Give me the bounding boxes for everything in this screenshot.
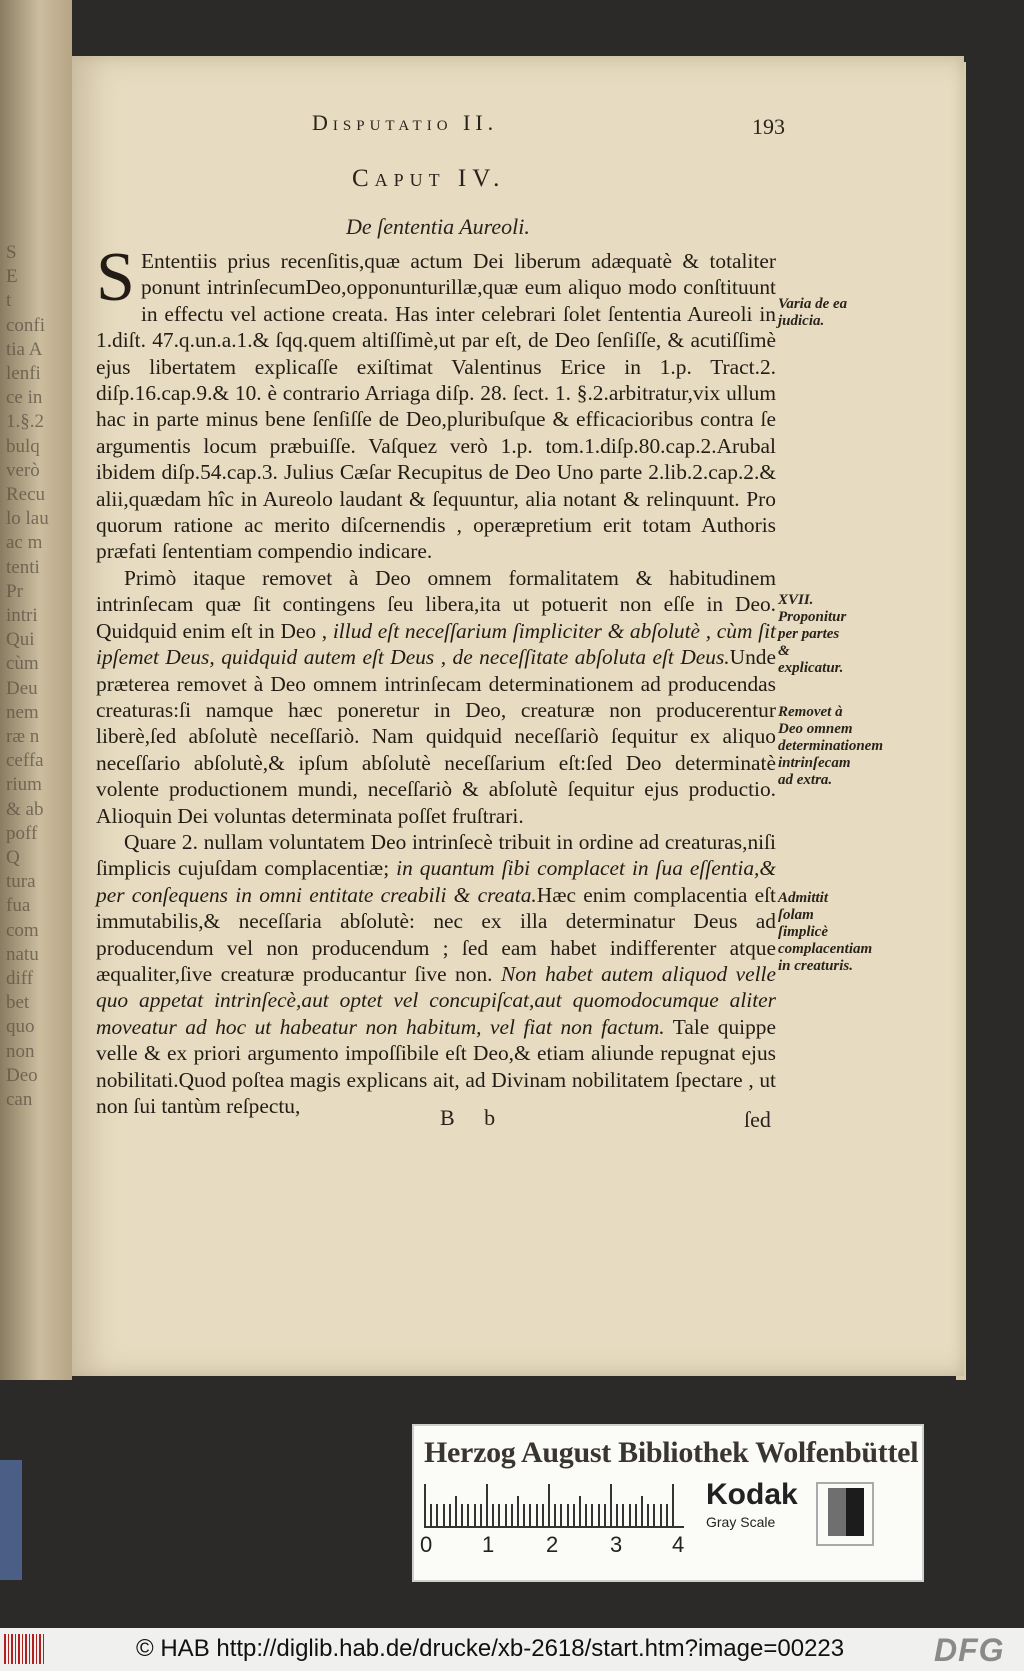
adjacent-page-line: S xyxy=(6,242,17,263)
library-name: Herzog August Bibliothek Wolfenbüttel xyxy=(424,1436,919,1469)
paragraph-3-text-c: Tale quippe velle & ex priori argumento impoſſibile eſt Deo,& etiam aliunde repugnat ejus nobilitati.Quod poſtea magis explicans ait, ad Divinam nobilitatem ſpectare , ut non ſui tantùm reſpectu, xyxy=(96,1014,776,1118)
ruler-tick xyxy=(542,1504,544,1526)
paragraph-3-text-a: Quare 2. nullam voluntatem Deo intrinſecè tribuit in ordine ad creaturas,niſi ſimplicis cujuſdam complacentiæ; xyxy=(96,829,776,881)
paragraph-2-italic: illud eſt neceſſarium ſimpliciter & abſolutè , cùm ſit ipſemet Deus, quidquid autem eſt Deus , de neceſſitate abſoluta eſt Deus. xyxy=(96,618,776,670)
ruler-tick xyxy=(641,1496,643,1526)
adjacent-page-line: rium xyxy=(6,774,42,796)
ruler-tick xyxy=(498,1504,500,1526)
adjacent-page-line: bet xyxy=(6,992,30,1014)
scale-label-1: 1 xyxy=(482,1532,495,1557)
paragraph-1-text: Ententiis prius recenſitis,quæ actum Dei liberum adæquatè & totaliter ponunt intrinſecumDeo,opponunturillæ,quæ eum aliquo modo conſtituunt in effectu vel actione creata. Has inter celebrari ſolet ſententia Aureoli in 1.diſt. 47.q.un.a.1.& ſqq.quem altiſſimè,ut par eſt, de Deo ſenſiſſe, & acutiſſimè ejus libertatem explicaſſe exiſtimat Valentinus Erice in 1.p. Tract.2. diſp.16.cap.9.& 10. è contrario Arriaga diſp. 28. ſect. 1. §.2.arbitratur,vix ullum hac in parte minus bene ſenſiſſe de Deo,pluribuſque & efficacioribus contra ſe argumentis locum præbuiſſe. Vaſquez verò 1.p. tom.1.diſp.80.cap.2.Arubal ibidem diſp.54.cap.3. Julius Cæſar Recupitus de Deo Uno parte 2.lib.2.cap.2.& alii,quædam hîc in Aureolo laudant & ſequuntur, alia notant & relinquunt. Pro quorum ratione ac merito diſcernendis , operæpretium erit totam Authoris præfati ſententiam compendio indicare. xyxy=(96,249,776,564)
margin-note-2: XVII. Proponitur per partes & explicatur. xyxy=(778,592,847,676)
ruler-tick xyxy=(480,1504,482,1526)
paragraph-2-text-a: Primò itaque removet à Deo omnem formalitatem & habitudinem intrinſecam quæ ſit contingens ſeu libera,ita ut potuerit non eſſe in Deo. Quidquid enim eſt in Deo , xyxy=(96,565,776,643)
gray-swatch-mid xyxy=(828,1488,846,1536)
ruler-tick xyxy=(622,1504,624,1526)
adjacent-page-line: ce in xyxy=(6,387,43,409)
running-title: Disputatio II. xyxy=(312,110,499,135)
ruler-tick xyxy=(492,1504,494,1526)
adjacent-page-line: tura xyxy=(6,871,36,893)
gray-swatch-dark xyxy=(846,1488,864,1536)
scale-label-2: 2 xyxy=(546,1532,559,1557)
kodak-logo: Kodak xyxy=(706,1478,798,1511)
adjacent-page-line: nem xyxy=(6,701,39,723)
ruler-tick xyxy=(424,1484,426,1526)
ruler-tick xyxy=(579,1496,581,1526)
main-text xyxy=(96,239,776,1119)
dfg-logo: DFG xyxy=(934,1632,1005,1668)
scale-ruler xyxy=(424,1482,684,1528)
adjacent-page-line: Recu xyxy=(6,484,46,505)
adjacent-page-line: cùm xyxy=(6,653,39,675)
margin-note-1: Varia de ea judicia. xyxy=(778,296,848,329)
ruler-tick xyxy=(554,1504,556,1526)
adjacent-page-line: E xyxy=(6,266,18,288)
ruler-tick xyxy=(560,1504,562,1526)
scale-label-0: 0 xyxy=(420,1532,433,1557)
chapter-subtitle: De ſententia Aureoli. xyxy=(346,214,530,239)
ruler-tick xyxy=(511,1504,513,1526)
ruler-tick xyxy=(505,1504,507,1526)
ruler-tick xyxy=(449,1504,451,1526)
ruler-tick xyxy=(517,1496,519,1526)
footer-credit: © HAB http://diglib.hab.de/drucke/xb-2618/start.htm?image=00223 xyxy=(136,1635,845,1662)
ruler-tick xyxy=(567,1504,569,1526)
adjacent-page-line: t xyxy=(6,290,12,312)
color-calibration-card xyxy=(412,1424,924,1582)
ruler-tick xyxy=(536,1504,538,1526)
adjacent-page-line: Pr xyxy=(6,580,23,602)
ruler-tick xyxy=(529,1504,531,1526)
adjacent-page-line: Deo xyxy=(6,1064,38,1086)
paragraph-2 xyxy=(96,565,776,829)
adjacent-page-line: Q xyxy=(6,847,20,868)
ruler-tick xyxy=(467,1504,469,1526)
adjacent-page-line: intri xyxy=(6,605,38,626)
ruler-tick xyxy=(635,1504,637,1526)
adjacent-page-line: ræ n xyxy=(6,726,40,747)
adjacent-page-line: tenti xyxy=(6,556,40,578)
ruler-tick xyxy=(523,1504,525,1526)
catchword: ſed xyxy=(744,1107,771,1132)
adjacent-page-line: lenfi xyxy=(6,363,41,384)
ruler-tick xyxy=(455,1496,457,1526)
signature-mark: B b xyxy=(440,1105,508,1130)
footer-bar xyxy=(0,1628,1024,1671)
scale-label-3: 3 xyxy=(610,1532,623,1557)
adjacent-page-line: fua xyxy=(6,895,31,917)
adjacent-page-line: com xyxy=(6,919,39,941)
ruler-tick xyxy=(461,1504,463,1526)
ruler-tick xyxy=(666,1504,668,1526)
adjacent-page-line: verò xyxy=(6,459,40,481)
gray-scale-label: Gray Scale xyxy=(706,1514,776,1530)
paragraph-3-italic-2: Non habet autem aliquod velle quo appetat intrinſecè,aut optet vel concupiſcat,aut quomodocumque aliter moveatur ad hoc ut habeatur non habitum, vel fiat non factum. xyxy=(96,961,776,1039)
paragraph-2-text-b: Unde præterea removet à Deo omnem intrinſecam determinationem ad producendas creaturas:ſi namque hæc poneretur in Deo, creaturæ non producerentur liberè,ſed abſolutè neceſſariò. Nam quidquid neceſſariò ſequitur ex aliquo neceſſario abſolutè,& ipſum abſolutè neceſſarium eſt:ſed Deo determinatè volente productionem mundi, neceſſariò & abſolutè ſequitur ejus productio. Alioquin Dei voluntas determinata poſſet fruſtrari. xyxy=(96,645,776,828)
ruler-tick xyxy=(672,1484,674,1526)
adjacent-page-line: Deu xyxy=(6,677,38,699)
adjacent-page-line: diff xyxy=(6,968,34,989)
ruler-tick xyxy=(486,1484,488,1526)
ruler-tick xyxy=(573,1504,575,1526)
adjacent-page-line: Qui xyxy=(6,629,35,651)
adjacent-page-line: non xyxy=(6,1040,35,1062)
ruler-tick xyxy=(585,1504,587,1526)
scale-label-4: 4 xyxy=(672,1532,685,1557)
ruler-tick xyxy=(660,1504,662,1526)
adjacent-page-line: ac m xyxy=(6,532,43,554)
adjacent-page-line: lo lau xyxy=(6,508,49,530)
ruler-tick xyxy=(548,1484,550,1526)
paragraph-1 xyxy=(96,239,776,565)
adjacent-page-line: confi xyxy=(6,314,46,336)
adjacent-page-line: & ab xyxy=(6,798,44,820)
chapter-heading: Caput IV. xyxy=(352,165,506,192)
adjacent-page-line: tia A xyxy=(6,338,43,360)
margin-note-4: Admittit ſolam ſimplicè complacentiam in creaturis. xyxy=(778,890,873,974)
ruler-tick xyxy=(604,1504,606,1526)
margin-note-3: Removet à Deo omnem determinationem intrinſecam ad extra. xyxy=(778,704,883,788)
adjacent-page-line: poff xyxy=(6,822,38,844)
adjacent-page-line: 1.§.2 xyxy=(6,411,44,433)
page-number: 193 xyxy=(752,114,785,139)
ruler-tick xyxy=(474,1504,476,1526)
adjacent-page-line: natu xyxy=(6,943,39,965)
ruler-tick xyxy=(591,1504,593,1526)
ruler-tick xyxy=(610,1484,612,1526)
paragraph-3-text-b: Hæc enim complacentia eſt immutabilis,& neceſſaria abſolutè: nec ex illa determinatur Deus ad producendum vel non producendum ; ſed eam habet indifferenter atque æqualiter,ſive creaturæ producantur ſive non. xyxy=(96,882,776,986)
binding-edge xyxy=(0,1460,22,1580)
adjacent-page-line: ceffa xyxy=(6,750,44,772)
paragraph-3-italic-1: in quantum ſibi complacet in ſua eſſentia,& per conſequens in omni entitate creabili & creata. xyxy=(96,856,776,907)
drop-cap: S xyxy=(96,239,135,316)
paragraph-3 xyxy=(96,829,776,1119)
ruler-tick xyxy=(647,1504,649,1526)
barcode-icon xyxy=(4,1634,46,1664)
ruler-tick xyxy=(430,1504,432,1526)
adjacent-page-line: quo xyxy=(6,1016,35,1038)
ruler-tick xyxy=(443,1504,445,1526)
ruler-tick xyxy=(629,1504,631,1526)
adjacent-page-line: bulq xyxy=(6,435,40,457)
ruler-tick xyxy=(598,1504,600,1526)
ruler-tick xyxy=(653,1504,655,1526)
ruler-tick xyxy=(616,1504,618,1526)
adjacent-page-line: can xyxy=(6,1089,33,1110)
ruler-tick xyxy=(436,1504,438,1526)
adjacent-page-fragment xyxy=(0,0,72,1380)
